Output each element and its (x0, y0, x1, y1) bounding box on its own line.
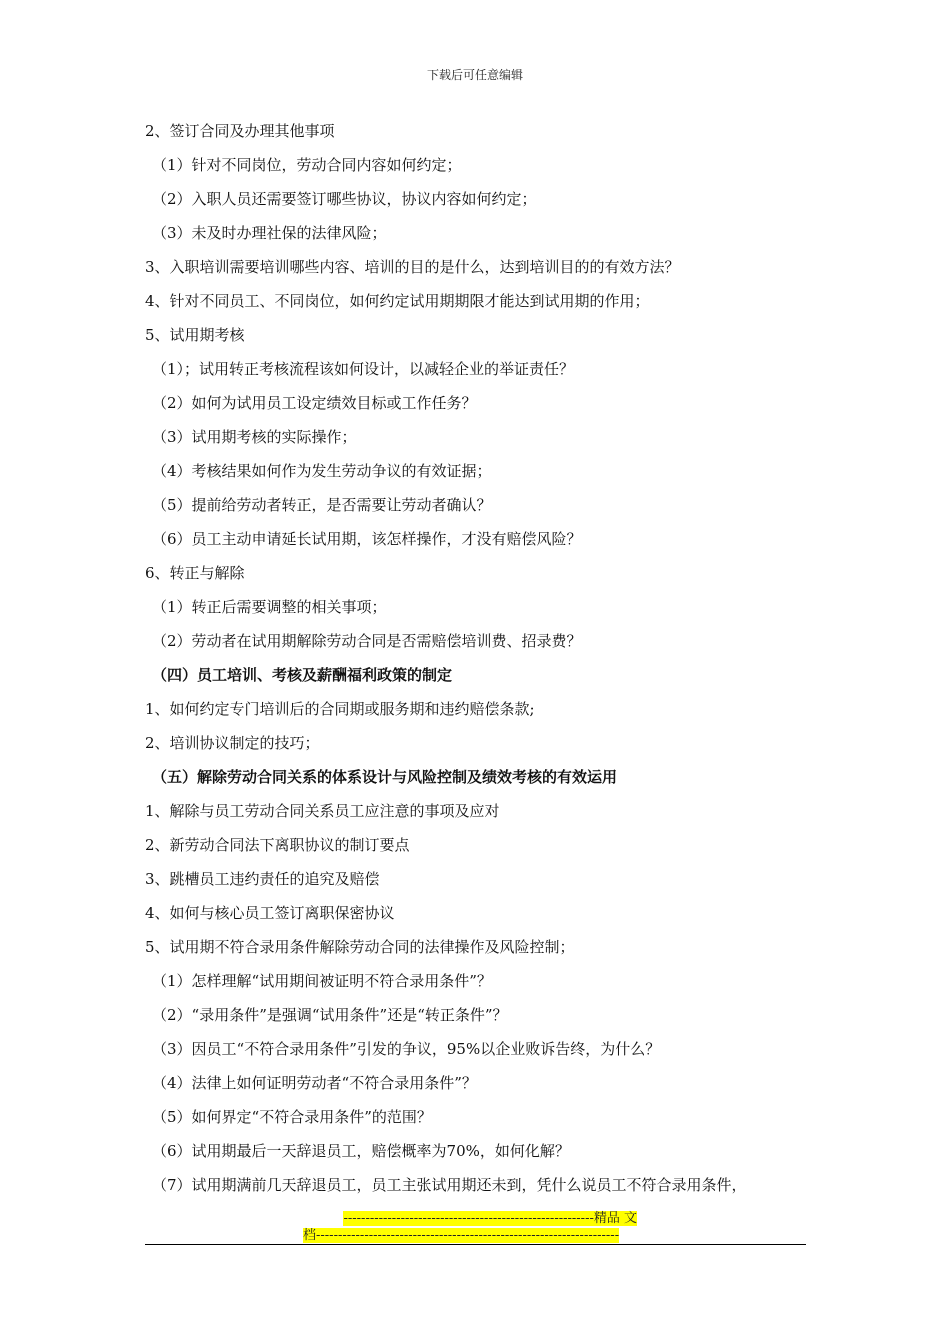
list-item-line: 1、如何约定专门培训后的合同期或服务期和违约赔偿条款; (145, 700, 535, 718)
sub-item-line: （2）入职人员还需要签订哪些协议，协议内容如何约定； (152, 190, 537, 208)
sub-item-line: （5）如何界定“不符合录用条件”的范围？ (152, 1108, 432, 1126)
list-item-line: 2、签订合同及办理其他事项 (145, 122, 335, 140)
list-item-line: 4、如何与核心员工签订离职保密协议 (145, 904, 395, 922)
list-item-line: 5、试用期考核 (145, 326, 245, 344)
sub-item-line: （1）；试用转正考核流程该如何设计，以减轻企业的举证责任？ (152, 360, 575, 378)
sub-item-line: （2）如何为试用员工设定绩效目标或工作任务？ (152, 394, 477, 412)
list-item-line: 4、针对不同员工、不同岗位，如何约定试用期期限才能达到试用期的作用； (145, 292, 650, 310)
sub-item-line: （6）试用期最后一天辞退员工，赔偿概率为70%，如何化解？ (152, 1142, 570, 1160)
footer-banner-line-2: 档--------------------------------------------------------------------- (303, 1228, 620, 1243)
sub-item-line: （1）针对不同岗位，劳动合同内容如何约定； (152, 156, 462, 174)
section-heading: （四）员工培训、考核及薪酬福利政策的制定 (152, 666, 453, 684)
page-header: 下载后可任意编辑 (426, 68, 523, 82)
list-item-line: 3、跳槽员工违约责任的追究及赔偿 (145, 870, 380, 888)
sub-item-line: （6）员工主动申请延长试用期，该怎样操作，才没有赔偿风险？ (152, 530, 582, 548)
list-item-line: 2、培训协议制定的技巧； (145, 734, 320, 752)
list-item-line: 6、转正与解除 (145, 564, 245, 582)
list-item-line: 1、解除与员工劳动合同关系员工应注意的事项及应对 (145, 802, 500, 820)
list-item-line: 2、新劳动合同法下离职协议的制订要点 (145, 836, 410, 854)
section-heading: （五）解除劳动合同关系的体系设计与风险控制及绩效考核的有效运用 (152, 768, 618, 786)
footer-banner (303, 1210, 651, 1244)
sub-item-line: （2）劳动者在试用期解除劳动合同是否需赔偿培训费、招录费？ (152, 632, 582, 650)
sub-item-line: （3）试用期考核的实际操作； (152, 428, 357, 446)
sub-item-line: （2）“录用条件”是强调“试用条件”还是“转正条件”？ (152, 1006, 508, 1024)
sub-item-line: （3）未及时办理社保的法律风险； (152, 224, 387, 242)
sub-item-line: （7）试用期满前几天辞退员工，员工主张试用期还未到，凭什么说员工不符合录用条件， (152, 1176, 747, 1194)
document-body (145, 114, 810, 1202)
sub-item-line: （4）法律上如何证明劳动者“不符合录用条件”？ (152, 1074, 477, 1092)
list-item-line: 5、试用期不符合录用条件解除劳动合同的法律操作及风险控制； (145, 938, 575, 956)
sub-item-line: （5）提前给劳动者转正，是否需要让劳动者确认？ (152, 496, 492, 514)
sub-item-line: （1）怎样理解“试用期间被证明不符合录用条件”？ (152, 972, 492, 990)
footer-divider (145, 1244, 806, 1245)
list-item-line: 3、入职培训需要培训哪些内容、培训的目的是什么，达到培训目的的有效方法？ (145, 258, 680, 276)
sub-item-line: （1）转正后需要调整的相关事项； (152, 598, 387, 616)
footer-banner-line-1: ---------------------------------------------------------精品 文 (343, 1211, 637, 1226)
sub-item-line: （3）因员工“不符合录用条件”引发的争议，95%以企业败诉告终，为什么？ (152, 1040, 661, 1058)
sub-item-line: （4）考核结果如何作为发生劳动争议的有效证据； (152, 462, 492, 480)
